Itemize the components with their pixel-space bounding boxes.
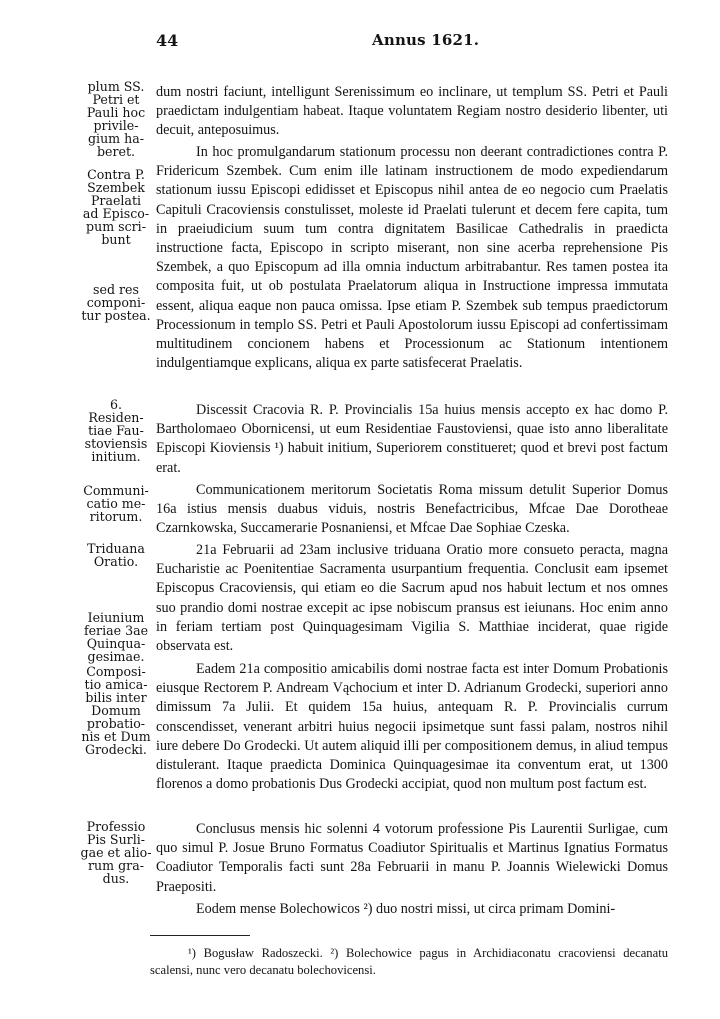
paragraph-professio: Conclusus mensis hic solenni 4 votorum professione Pis Laurentii Surligae, cum quo simul P. Josue Bruno Formatus Coadiutor Spiritualis et Martinus Ignatius Formatus Coadiutor Temporalis facti sunt 28a Februarii in manu P. Joannis Wielewicki Domus Praepositi.: [156, 821, 668, 895]
margin-note-szembek: Contra P. Szembek Praelati ad Episco- pum scri- bunt: [82, 167, 150, 247]
margin-note-residence: 6. Residen- tiae Fau- stoviensis initium.: [84, 397, 148, 464]
running-title: Annus 1621.: [372, 31, 480, 49]
paragraph-petri-pauli: dum nostri faciunt, intelligunt Serenissimum eo inclinare, ut templum SS. Petri et Pauli praedictam indulgentiam habeat. Itaque voluntatem Regiam nostro desiderio libenter, uti decuit, anteposuimus.: [156, 84, 668, 139]
margin-note-professio: Professio Pis Surli- gae et alio- rum gra- dus.: [80, 819, 152, 886]
margin-note-triduana: Triduana Oratio.: [87, 541, 145, 569]
page-header: [0, 31, 720, 55]
footnote-divider: [150, 935, 250, 936]
paragraph-residence: Discessit Cracovia R. P. Provincialis 15a huius mensis accepto ex hac domo P. Bartholomaeo Obornicensi, ut eum Residentiae Faustoviensi, quae isto anno liberalitate Episcopi Kioviensis ¹) habuit initium, Superiorem constitueret; quod et brevi post factum erat.: [156, 402, 668, 476]
page-number: 44: [156, 31, 179, 50]
margin-note-grodecki: Composi- tio amica- bilis inter Domum probatio- nis et Dum Grodecki.: [81, 664, 151, 757]
paragraph-grodecki: Eadem 21a compositio amicabilis domi nostrae facta est inter Domum Probationis eiusque Rectorem P. Andream Vąchocium et inter D. Adrianum Grodecki, superiori anno dimissum 7a Julii. Et quidem 15a huius, antequam R. P. Provincialis currum conscendisset, venerant arbitri huius negocii ipsimetque sunt fassi palam, nostros nihil iure debere Do Grodecki. Ut autem aliquid illi per compositionem demus, in aliud tempus distulerant. Itaque praedicta Dominica Quinquagesimae ita conventum erat, ut 1300 florenos a domo probationis Dus Grodecki accipiat, quod non multum post factum est.: [156, 661, 668, 793]
margin-note-privilege: plum SS. Petri et Pauli hoc privile- gium ha- beret.: [86, 79, 146, 159]
footnotes: ¹) Bogusław Radoszecki. ²) Bolechowice pagus in Archidiaconatu cracoviensi decanatu scalensi, nunc vero decanatu bolechovicensi.: [150, 946, 668, 977]
margin-note-communication: Communi- catio me- ritorum.: [83, 483, 149, 524]
paragraph-bolechowice: Eodem mense Bolechowicos ²) duo nostri missi, ut circa primam Domini-: [196, 901, 616, 917]
paragraph-communication: Communicationem meritorum Societatis Roma missum detulit Superior Domus 16a istius mensis duabus viduis, nostris Benefactricibus, Mfcae Dae Dorotheae Czarnkowska, Succamerarie Posnaniensi, et Mfcae Dae Sophiae Czeska.: [156, 482, 668, 537]
margin-note-ieiunium: Ieiunium feriae 3ae Quinqua- gesimae.: [83, 610, 149, 664]
paragraph-szembek: In hoc promulgandarum stationum processu non deerant contradictiones contra P. Fridericum Szembek. Cum enim ille latinam instructionem de modo expediendarum stationum iussu Episcopi edidisset et Episcopus nihil antea de eo negocio cum Praelatis Capituli Cracoviensis constulisset, moleste id Praelati tulerunt et decem fere capita, tum in praeiudicium suum tum contra dignitatem Basilicae Cathedralis in praedicta instructione facta, Episcopo in scripto miserant, non sine acerba reprehensione Pis Szembek, a quo Episcopum ad illa omnia inductum arbitrabantur. Res tamen postea ita composita fuit, ut ob postulata Praelatorum aliqua in Instructione impressa immutata essent, aliqua eaque non pauca omissa. Ipse etiam P. Szembek sub tempus praedictorum Processionum in templo SS. Petri et Pauli Apostolorum iussu Episcopi ad confertissimam multitudinem concionem habens et Processionum ac Stationum intentionem indulgentiamque explicans, aliqua ex parte satisfecerat Praelatis.: [156, 144, 668, 372]
paragraph-triduana: 21a Februarii ad 23am inclusive triduana Oratio more consueto peracta, magna Eucharistie ac Poenitentiae Sacramenta usurpantium frequentia. Conclusit eam ipsemet Episcopus Cracoviensis, qui etiam eo die Sacrum apud nos habuit lectum et nos omnes suo prandio domi nostrae excepit ac ipse nobiscum pransus est ieiunans. Hoc enim anno in feriam tertiam post Quinquagesimam Vigilia S. Matthiae inciderat, quae rigide observata est.: [156, 542, 668, 655]
margin-note-composition: sed res componi- tur postea.: [81, 282, 151, 323]
